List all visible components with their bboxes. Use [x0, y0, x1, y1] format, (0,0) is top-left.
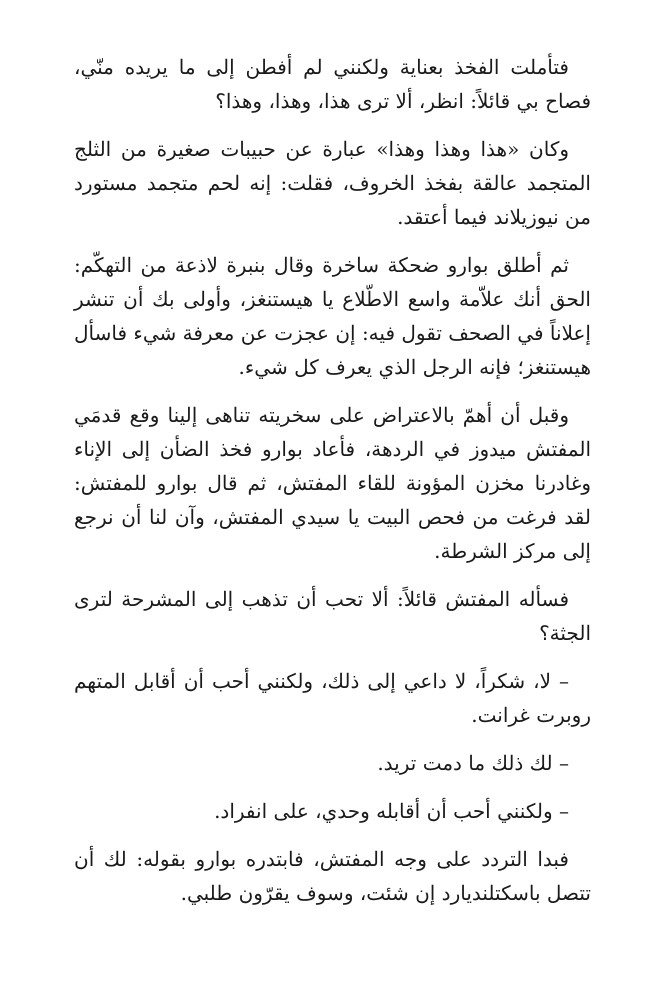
paragraph-2: وكان «هذا وهذا وهذا» عبارة عن حبيبات صغيرة من الثلج المتجمد عالقة بفخذ الخروف، فقلت: إنه لحم متجمد مستورد من نيوزيلاند فيما أعتقد. — [74, 137, 591, 229]
paragraph-6: فبدا التردد على وجه المفتش، فابتدره بوارو بقوله: لك أن تتصل باسكتلنديارد إن شئت، وسوف يقرّون طلبي. — [74, 847, 591, 905]
dialogue-line-3: – ولكنني أحب أن أقابله وحدي، على انفراد. — [214, 799, 569, 823]
dialogue-line-2: – لك ذلك ما دمت تريد. — [377, 751, 569, 775]
paragraph-3: ثم أطلق بوارو ضحكة ساخرة وقال بنبرة لاذعة من التهكّم: الحق أنك علاّمة واسع الاطّلاع يا هيستنغز، وأولى بك أن تنشر إعلاناً في الصحف تقول فيه: إن عجزت عن معرفة شيء فاسأل هيستنغز؛ فإنه الرجل الذي يعرف كل شيء. — [74, 253, 591, 379]
paragraph-5: فسأله المفتش قائلاً: ألا تحب أن تذهب إلى المشرحة لترى الجثة؟ — [74, 587, 591, 645]
paragraph-4: وقبل أن أهمّ بالاعتراض على سخريته تناهى إلينا وقع قدمَي المفتش ميدوز في الردهة، فأعاد بوارو فخذ الضأن إلى الإناء وغادرنا مخزن المؤونة للقاء المفتش، ثم قال بوارو للمفتش: لقد فرغت من فحص البيت يا سيدي المفتش، وآن لنا أن نرجع إلى مركز الشرطة. — [74, 403, 591, 563]
dialogue-line-1: – لا، شكراً، لا داعي إلى ذلك، ولكنني أحب أن أقابل المتهم روبرت غرانت. — [74, 669, 591, 727]
paragraph-1: فتأملت الفخذ بعناية ولكنني لم أفطن إلى ما يريده منّي، فصاح بي قائلاً: انظر، ألا ترى هذا، وهذا، وهذا؟ — [74, 55, 591, 113]
